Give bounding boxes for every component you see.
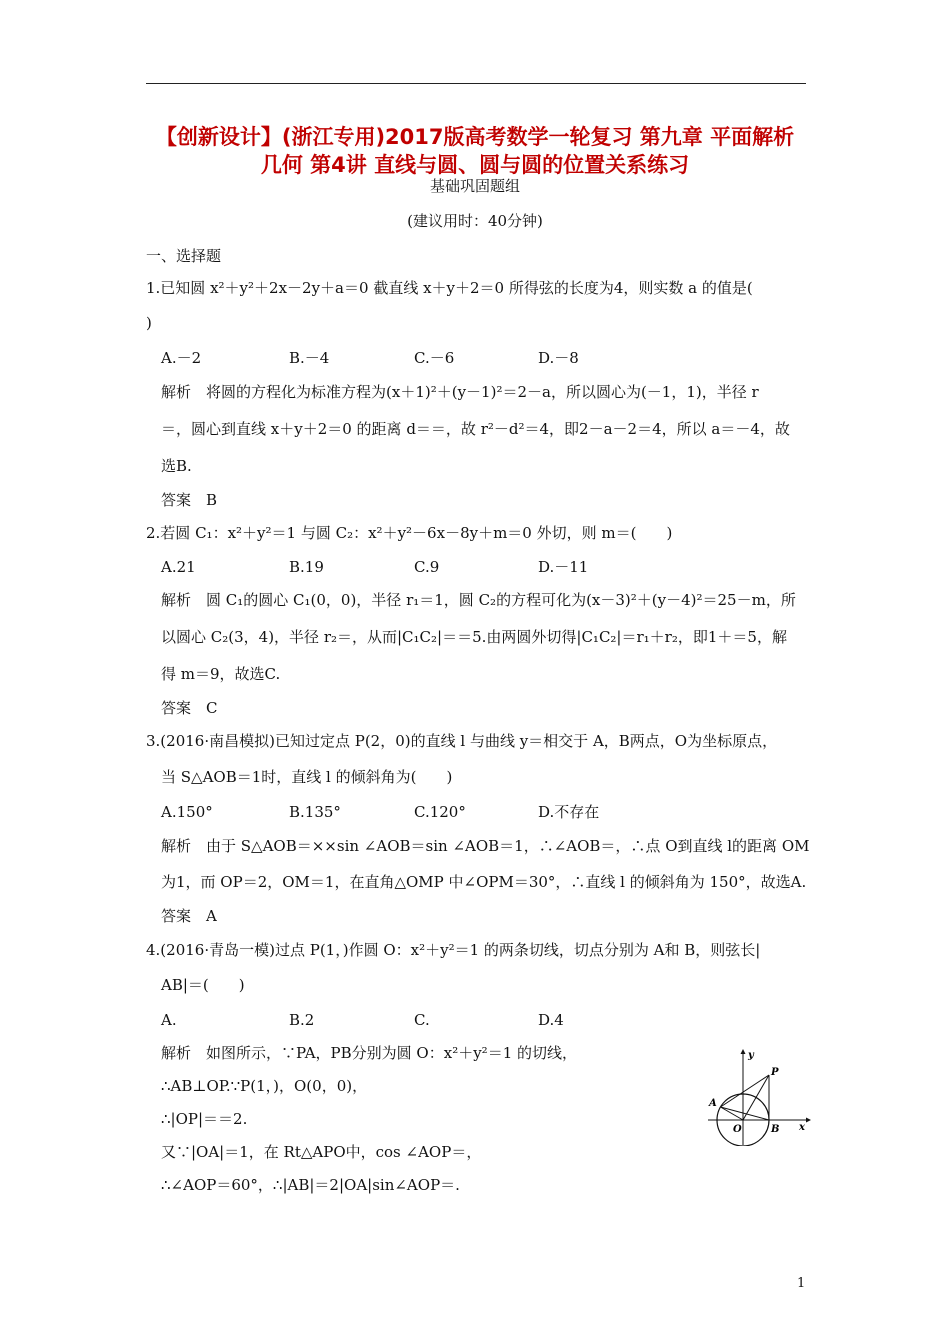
q3-stem-line2: 当 S△AOB＝1时，直线 l 的倾斜角为( ) xyxy=(161,768,453,786)
label-x: x xyxy=(799,1122,805,1133)
q1-stem-line2: ) xyxy=(146,314,152,332)
q2-option-c: C.9 xyxy=(414,558,440,576)
doc-title-line2: 几何 第4讲 直线与圆、圆与圆的位置关系练习 xyxy=(260,153,690,177)
q4-option-d: D.4 xyxy=(538,1011,564,1029)
q4-option-a: A. xyxy=(161,1011,177,1029)
q2-analysis-line1: 解析 圆 C₁的圆心 C₁(0，0)，半径 r₁＝1，圆 C₂的方程可化为(x－3)²＋(y－4)²＝25－m，所 xyxy=(161,591,796,609)
q3-option-a: A.150° xyxy=(161,803,213,821)
q1-analysis-line2: ＝，圆心到直线 x＋y＋2＝0 的距离 d＝＝，故 r²－d²＝4，即2－a－2＝4，所以 a＝－4，故 xyxy=(161,420,790,438)
label-y: y xyxy=(748,1050,754,1061)
x-axis-arrow xyxy=(806,1118,811,1123)
section-heading: 一、选择题 xyxy=(146,247,222,265)
q3-analysis-line1: 解析 由于 S△AOB＝××sin ∠AOB＝sin ∠AOB＝1，∴∠AOB＝，∴点 O到直线 l的距离 OM xyxy=(161,837,810,855)
q1-option-a: A.－2 xyxy=(161,349,202,367)
q1-analysis-line3: 选B. xyxy=(161,457,192,475)
q2-analysis-line2: 以圆心 C₂(3，4)，半径 r₂＝，从而|C₁C₂|＝＝5.由两圆外切得|C₁C₂|＝r₁＋r₂，即1＋＝5，解 xyxy=(161,628,787,646)
q3-answer: 答案 A xyxy=(161,907,217,925)
label-b: B xyxy=(771,1124,780,1135)
segment-ab xyxy=(721,1107,770,1120)
q4-analysis-line5: ∴∠AOP＝60°，∴|AB|＝2|OA|sin∠AOP＝. xyxy=(161,1176,460,1194)
q4-option-b: B.2 xyxy=(289,1011,315,1029)
page-number: 1 xyxy=(797,1276,806,1291)
y-axis-arrow xyxy=(741,1049,746,1054)
q3-analysis-line2: 为1，而 OP＝2，OM＝1，在直角△OMP 中∠OPM＝30°，∴直线 l 的倾斜角为 150°，故选A. xyxy=(161,873,807,891)
q1-analysis-line1: 解析 将圆的方程化为标准方程为(x＋1)²＋(y－1)²＝2－a，所以圆心为(－1，1)，半径 r xyxy=(161,383,759,401)
q3-option-b: B.135° xyxy=(289,803,341,821)
q1-option-b: B.－4 xyxy=(289,349,330,367)
q1-option-c: C.－6 xyxy=(414,349,455,367)
doc-title-line1: 【创新设计】(浙江专用)2017版高考数学一轮复习 第九章 平面解析 xyxy=(155,125,795,149)
q4-analysis-line2: ∴AB⊥OP.∵P(1，)，O(0，0)， xyxy=(161,1077,368,1095)
group-heading: 基础巩固题组 xyxy=(429,177,520,195)
label-a: A xyxy=(709,1098,717,1109)
q4-stem-line1: 4.(2016·青岛一模)过点 P(1，)作圆 O：x²＋y²＝1 的两条切线，切点分别为 A和 B，则弦长| xyxy=(146,941,761,959)
q3-stem-line1: 3.(2016·南昌模拟)已知过定点 P(2，0)的直线 l 与曲线 y＝相交于 A，B两点，O为坐标原点， xyxy=(146,732,778,750)
q4-analysis-line3: ∴|OP|＝＝2. xyxy=(161,1110,248,1128)
q4-analysis-line4: 又∵|OA|＝1，在 Rt△APO中，cos ∠AOP＝， xyxy=(161,1143,482,1161)
segment-op xyxy=(743,1075,769,1120)
label-p: P xyxy=(771,1067,779,1078)
q1-stem-line1: 1.已知圆 x²＋y²＋2x－2y＋a＝0 截直线 x＋y＋2＝0 所得弦的长度为4，则实数 a 的值是( xyxy=(146,279,753,297)
q3-option-d: D.不存在 xyxy=(538,803,600,821)
q2-answer: 答案 C xyxy=(161,699,218,717)
q2-stem-line1: 2.若圆 C₁：x²＋y²＝1 与圆 C₂：x²＋y²－6x－8y＋m＝0 外切，则 m＝( ) xyxy=(146,524,673,542)
q2-option-b: B.19 xyxy=(289,558,324,576)
q4-option-c: C. xyxy=(414,1011,430,1029)
q1-answer: 答案 B xyxy=(161,491,218,509)
q3-option-c: C.120° xyxy=(414,803,466,821)
segment-oa xyxy=(721,1107,744,1120)
q4-analysis-line1: 解析 如图所示，∵PA，PB分别为圆 O：x²＋y²＝1 的切线， xyxy=(161,1044,578,1062)
label-o: O xyxy=(733,1124,742,1135)
circle-tangent-figure xyxy=(706,1048,812,1146)
q1-option-d: D.－8 xyxy=(538,349,579,367)
q2-analysis-line3: 得 m＝9，故选C. xyxy=(161,665,281,683)
q2-option-d: D.－11 xyxy=(538,558,589,576)
q2-option-a: A.21 xyxy=(161,558,196,576)
time-hint: (建议用时：40分钟) xyxy=(407,212,543,230)
q4-stem-line2: AB|＝( ) xyxy=(161,976,245,994)
header-rule xyxy=(146,83,806,84)
